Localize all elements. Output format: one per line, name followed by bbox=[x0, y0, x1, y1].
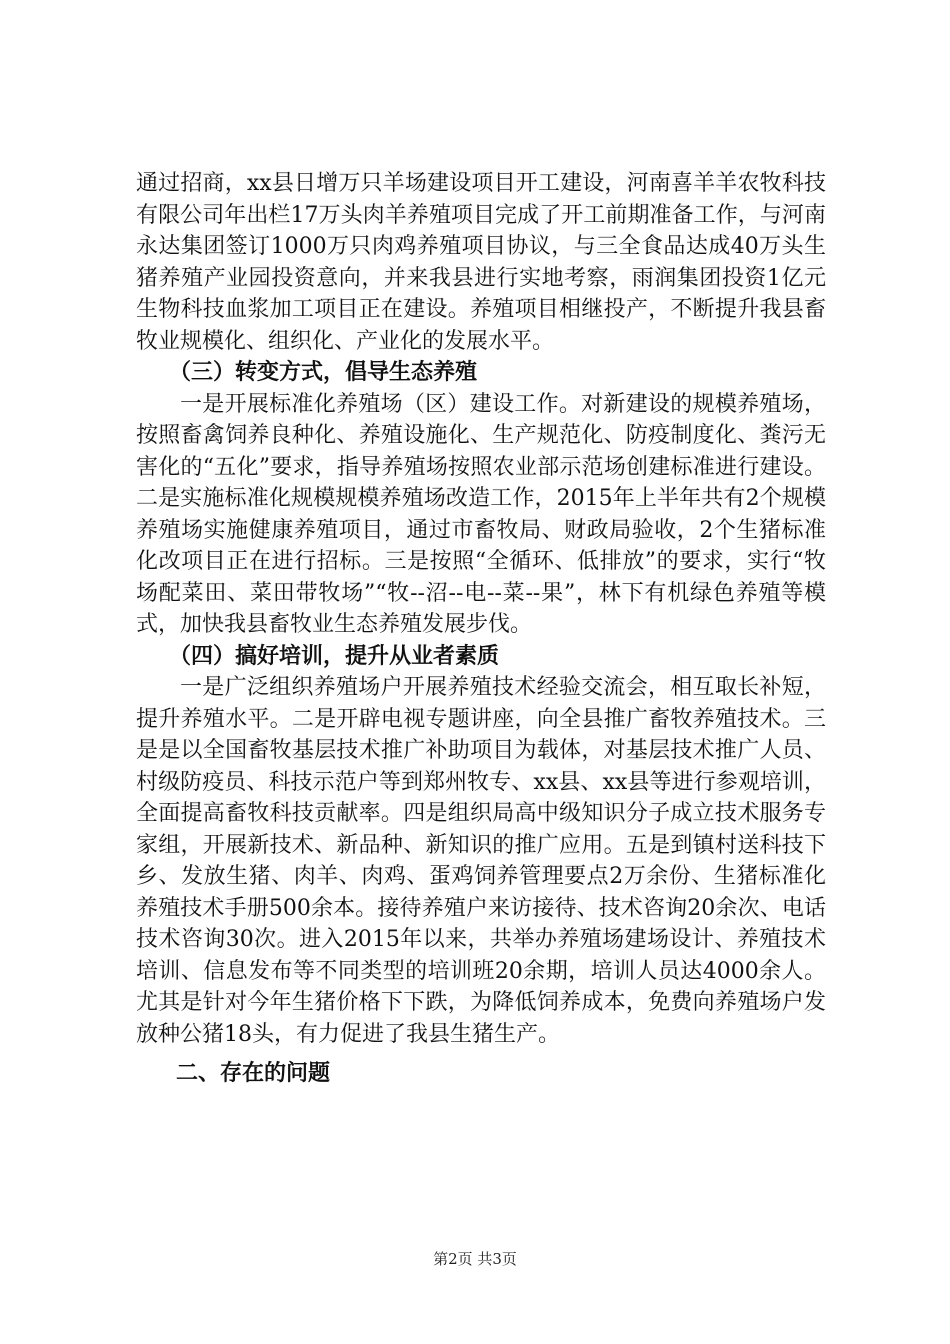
page-footer: 第2页 共3页 bbox=[433, 1250, 517, 1268]
body-paragraph-training: 一是广泛组织养殖场户开展养殖技术经验交流会，相互取长补短，提升养殖水平。二是开辟电视专题讲座，向全县推广畜牧养殖技术。三是是以全国畜牧基层技术推广补助项目为载体，对基层技术推广人员、村级防疫员、科技示范户等到郑州牧专、xx县、xx县等进行参观培训，全面提高畜牧科技贡献率。四是组织局高中级知识分子成立技术服务专家组，开展新技术、新品种、新知识的推广应用。五是到镇村送科技下乡、发放生猪、肉羊、肉鸡、蛋鸡饲养管理要点2万余份、生猪标准化养殖技术手册500余本。接待养殖户来访接待、技术咨询20余次、电话技术咨询30次。进入2015年以来，共举办养殖场建场设计、养殖技术培训、信息发布等不同类型的培训班20余期，培训人员达4000余人。尤其是针对今年生猪价格下下跌，为降低饲养成本，免费向养殖场户发放种公猪18头，有力促进了我县生猪生产。 bbox=[136, 675, 826, 1047]
heading-ecological-breeding: （三）转变方式，倡导生态养殖 bbox=[169, 359, 478, 385]
body-paragraph-ecological: 一是开展标准化养殖场（区）建设工作。对新建设的规模养殖场，按照畜禽饲养良种化、养殖设施化、生产规范化、防疫制度化、粪污无害化的“五化”要求，指导养殖场按照农业部示范场创建标准进行建设。二是实施标准化规模规模养殖场改造工作，2015年上半年共有2个规模养殖场实施健康养殖项目，通过市畜牧局、财政局验收，2个生猪标准化改项目正在进行招标。三是按照“全循环、低排放”的要求，实行“牧场配菜田、菜田带牧场”“牧--沼--电--菜--果”，林下有机绿色养殖等模式，加快我县畜牧业生态养殖发展步伐。 bbox=[136, 391, 826, 637]
section-heading-problems: 二、存在的问题 bbox=[176, 1060, 331, 1086]
heading-training: （四）搞好培训，提升从业者素质 bbox=[169, 642, 500, 669]
body-paragraph-investment: 通过招商，xx县日增万只羊场建设项目开工建设，河南喜羊羊农牧科技有限公司年出栏17万头肉羊养殖项目完成了开工前期准备工作，与河南永达集团签订1000万只肉鸡养殖项目协议，与三全食品达成40万头生猪养殖产业园投资意向，并来我县进行实地考察，雨润集团投资1亿元生物科技血浆加工项目正在建设。养殖项目相继投产，不断提升我县畜牧业规模化、组织化、产业化的发展水平。 bbox=[136, 171, 826, 354]
document-body bbox=[136, 168, 826, 1090]
